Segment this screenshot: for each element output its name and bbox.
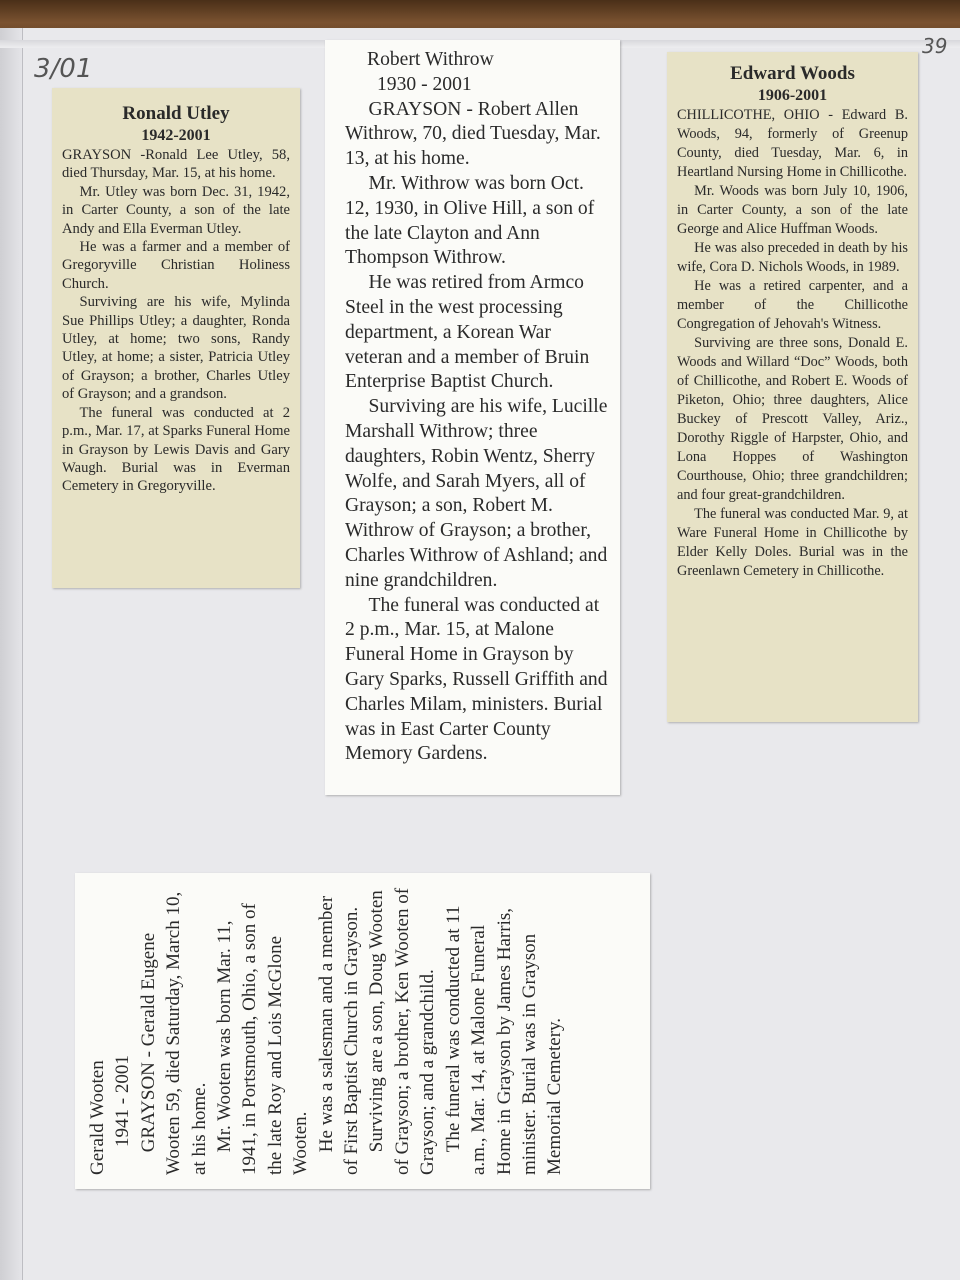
obituary-years: 1906-2001 xyxy=(757,87,828,104)
obituary-paragraph: GRAYSON -Ronald Lee Utley, 58, died Thursday, Mar. 15, at his home. xyxy=(62,147,290,182)
obituary-clipping-withrow xyxy=(325,40,620,795)
obituary-name: Gerald Wooten xyxy=(87,1060,108,1175)
obituary-paragraph: Surviving are his wife, Mylinda Sue Phillips Utley; a daughter, Ronda Utley, at home; two sons, Randy Utley, at home; a sister, Patricia Utley of Grayson; a brother, Charles Utley of Grayson; and a grandson. xyxy=(62,294,290,403)
handwritten-page-number: 39 xyxy=(922,34,948,58)
obituary-years: 1941 - 2001 xyxy=(112,1055,134,1147)
obituary-paragraph: He was a farmer and a member of Gregoryville Christian Holiness Church. xyxy=(62,239,290,292)
obituary-paragraph: The funeral was conducted at 2 p.m., Mar. 15, at Malone Funeral Home in Grayson by Gary Sparks, Russell Griffith and Charles Milam, ministers. Burial was in East Carter County Memory Gardens. xyxy=(345,594,608,765)
obituary-paragraph: CHILLICOTHE, OHIO - Edward B. Woods, 94, formerly of Greenup County, died Tuesday, Mar. 6, in Heartland Nursing Home in Chillicothe. xyxy=(677,107,908,180)
obituary-name: Ronald Utley xyxy=(122,103,230,124)
handwritten-date: 3/01 xyxy=(34,54,93,84)
page-protector-edge xyxy=(0,28,23,1280)
obituary-clipping-wooten xyxy=(75,873,650,1189)
obituary-paragraph: Surviving are three sons, Donald E. Woods and Willard “Doc” Woods, both of Chillicothe, and Robert E. Woods of Piketon, Ohio; three daughters, Alice Buckey of Prescott Valley, Ariz., Dorothy Riggle of Harpster, Ohio, and Lona Hoppes of Washington Courthouse, Ohio; three grandchildren; and four great-grandchildren. xyxy=(677,335,908,503)
obituary-name: Robert Withrow xyxy=(367,49,494,70)
obituary-paragraph: GRAYSON - Robert Allen Withrow, 70, died Tuesday, Mar. 13, at his home. xyxy=(345,98,601,170)
obituary-paragraph: He was retired from Armco Steel in the west processing department, a Korean War veteran and a member of Bruin Enterprise Baptist Church. xyxy=(345,272,590,393)
obituary-paragraph: Surviving are his wife, Lucille Marshall Withrow; three daughters, Robin Wentz, Sherry Wolfe, and Sarah Myers, all of Grayson; a son, Robert M. Withrow of Grayson; a brother, Charles Withrow of Ashland; and nine grandchildren. xyxy=(345,396,608,591)
obituary-paragraph: The funeral was conducted Mar. 9, at Ware Funeral Home in Chillicothe by Elder Kelly Doles. Burial was in the Greenlawn Cemetery in Chillicothe. xyxy=(677,506,908,579)
obituary-paragraph: Mr. Wooten was born Mar. 11, 1941, in Portsmouth, Ohio, a son of the late Roy and Lois McGlone Wooten. xyxy=(214,903,312,1175)
obituary-paragraph: The funeral was conducted at 2 p.m., Mar. 17, at Sparks Funeral Home in Grayson by Lewis Davis and Gary Waugh. Burial was in Everman Cemetery in Gregoryville. xyxy=(62,404,290,495)
obituary-paragraph: The funeral was conducted at 11 a.m., Mar. 14, at Malone Funeral Home in Grayson by James Harris, minister. Burial was in Grayson Memorial Cemetery. xyxy=(442,905,566,1175)
obituary-paragraph: He was also preceded in death by his wife, Cora D. Nichols Woods, in 1989. xyxy=(677,240,908,275)
obituary-paragraph: Mr. Utley was born Dec. 31, 1942, in Carter County, a son of the late Andy and Ella Everman Utley. xyxy=(62,183,290,237)
obituary-clipping-woods xyxy=(667,52,918,722)
obituary-clipping-utley xyxy=(52,88,300,588)
obituary-paragraph: GRAYSON - Gerald Eugene Wooten 59, died Saturday, March 10, at his home. xyxy=(137,891,210,1175)
obituary-name: Edward Woods xyxy=(730,63,855,84)
obituary-years: 1930 - 2001 xyxy=(377,73,472,95)
obituary-paragraph: Surviving are a son, Doug Wooten of Grayson; a brother, Ken Wooten of Grayson; and a grandchild. xyxy=(366,887,439,1175)
obituary-paragraph: Mr. Withrow was born Oct. 12, 1930, in Olive Hill, a son of the late Clayton and Ann Thompson Withrow. xyxy=(345,172,595,269)
obituary-paragraph: He was a salesman and a member of First Baptist Church in Grayson. xyxy=(315,895,363,1175)
obituary-paragraph: Mr. Woods was born July 10, 1906, in Carter County, a son of the late George and Alice Huffman Woods. xyxy=(677,183,908,237)
rotated-clipping-text xyxy=(75,873,650,1189)
obituary-paragraph: He was a retired carpenter, and a member of the Chillicothe Congregation of Jehovah's Witness. xyxy=(677,278,908,332)
obituary-years: 1942-2001 xyxy=(141,127,211,144)
